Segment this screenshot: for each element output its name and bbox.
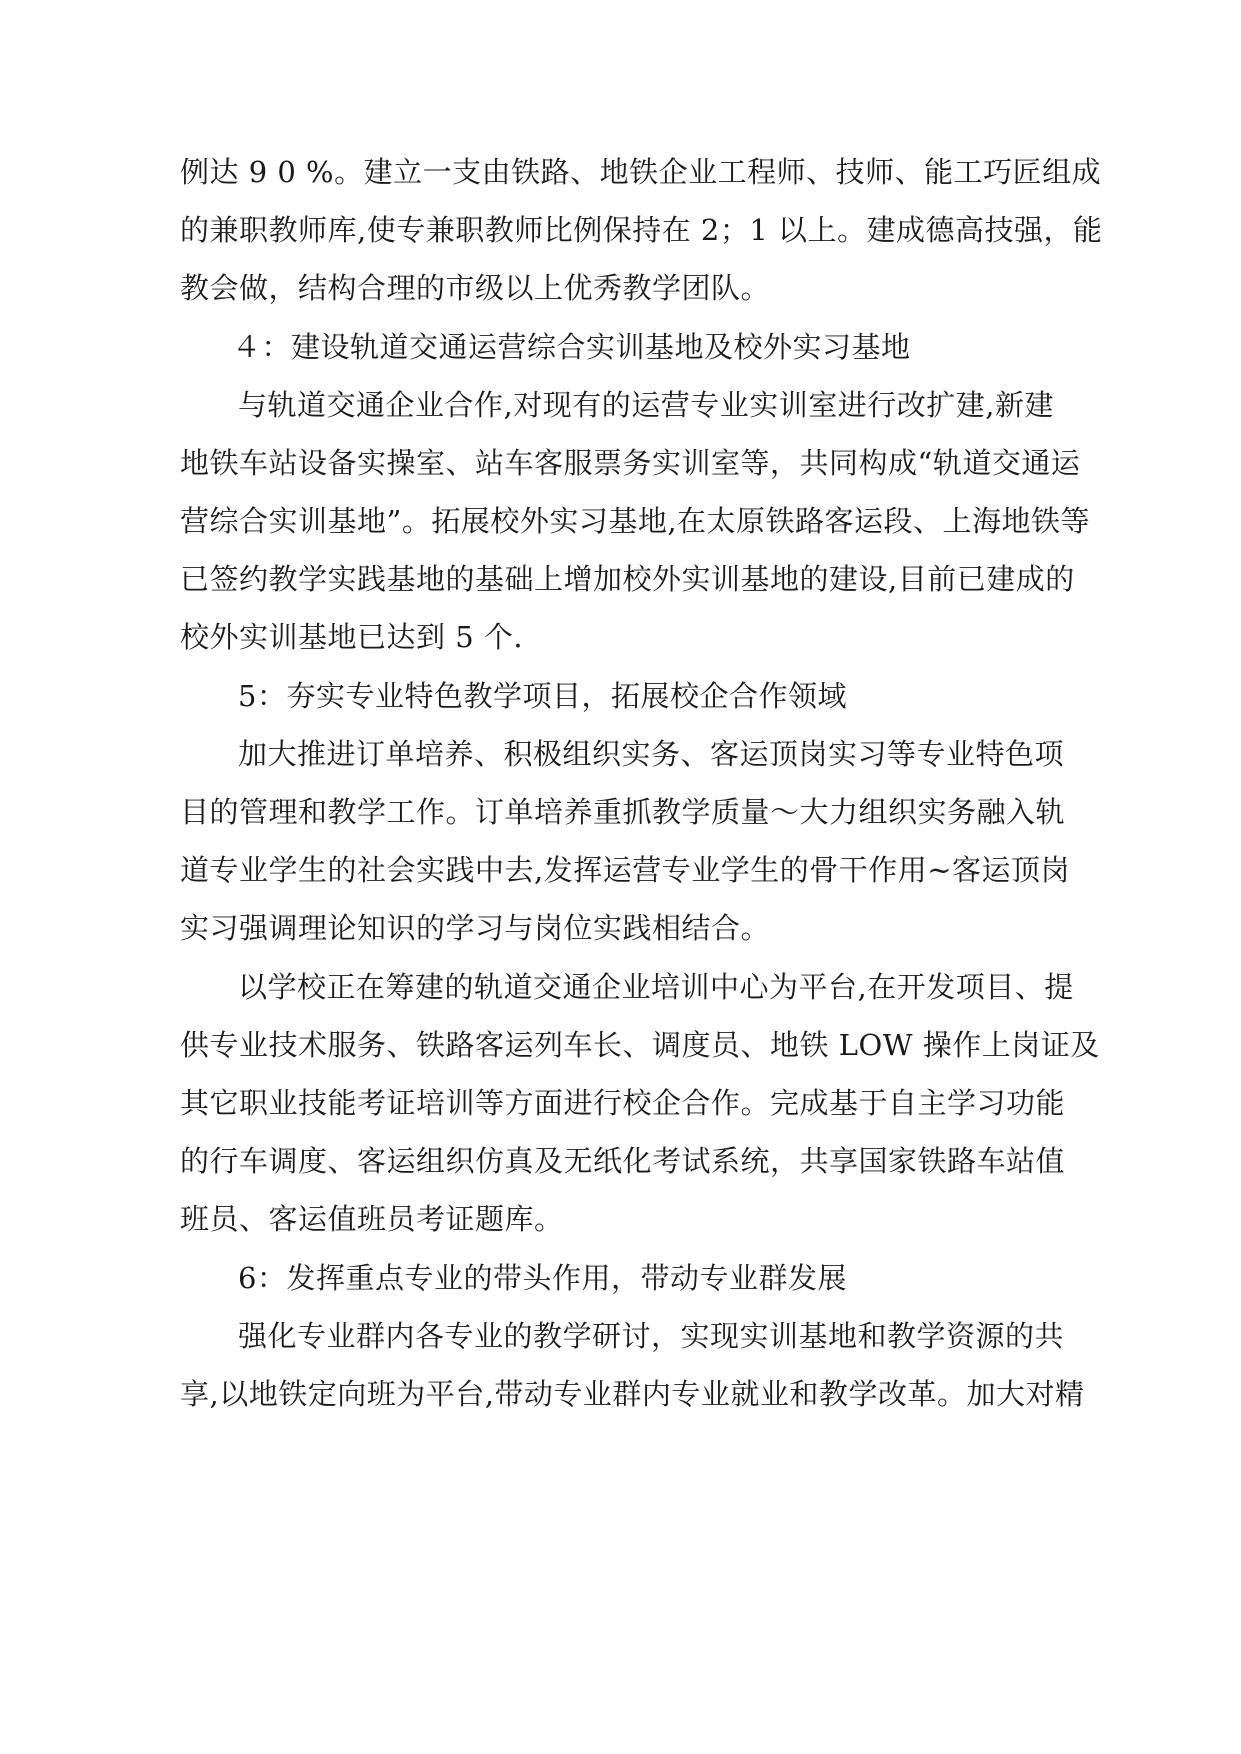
text-line: 以学校正在筹建的轨道交通企业培训中心为平台,在开发项目、提 (238, 970, 1074, 1004)
section-heading-6: 6：发挥重点专业的带头作用，带动专业群发展 (238, 1261, 847, 1295)
text-line: 已签约教学实践基地的基础上增加校外实训基地的建设,目前已建成的 (180, 562, 1075, 596)
text-line: 的兼职教师库,使专兼职教师比例保持在 2；1 以上。建成德高技强，能 (180, 213, 1103, 247)
text-line: 供专业技术服务、铁路客运列车长、调度员、地铁 LOW 操作上岗证及 (180, 1028, 1100, 1062)
text-line: 享,以地铁定向班为平台,带动专业群内专业就业和教学改革。加大对精 (180, 1377, 1085, 1411)
text-line: 强化专业群内各专业的教学研讨，实现实训基地和教学资源的共 (238, 1319, 1065, 1353)
text-line: 加大推进订单培养、积极组织实务、客运顶岗实习等专业特色项 (238, 737, 1065, 771)
text-line: 例达 9 0 %。建立一支由铁路、地铁企业工程师、技师、能工巧匠组成 (180, 155, 1102, 189)
text-line: 与轨道交通企业合作,对现有的运营专业实训室进行改扩建,新建 (238, 388, 1054, 422)
text-line: 校外实训基地已达到 5 个. (180, 620, 524, 654)
text-line: 目的管理和教学工作。订单培养重抓教学质量～大力组织实务融入轨 (180, 795, 1066, 829)
text-line: 实习强调理论知识的学习与岗位实践相结合。 (180, 911, 771, 945)
text-line: 班员、客运值班员考证题库。 (180, 1202, 564, 1236)
text-line: 地铁车站设备实操室、站车客服票务实训室等，共同构成“轨道交通运 (180, 446, 1081, 480)
text-line: 营综合实训基地”。拓展校外实习基地,在太原铁路客运段、上海地铁等 (180, 504, 1091, 538)
text-line: 教会做，结构合理的市级以上优秀教学团队。 (180, 271, 771, 305)
text-line: 其它职业技能考证培训等方面进行校企合作。完成基于自主学习功能 (180, 1086, 1066, 1120)
text-line: 道专业学生的社会实践中去,发挥运营专业学生的骨干作用~客运顶岗 (180, 853, 1071, 887)
section-heading-5: 5：夯实专业特色教学项目，拓展校企合作领域 (238, 679, 847, 713)
text-line: 的行车调度、客运组织仿真及无纸化考试系统，共享国家铁路车站值 (180, 1144, 1066, 1178)
section-heading-4: ４：建设轨道交通运营综合实训基地及校外实习基地 (232, 330, 911, 364)
